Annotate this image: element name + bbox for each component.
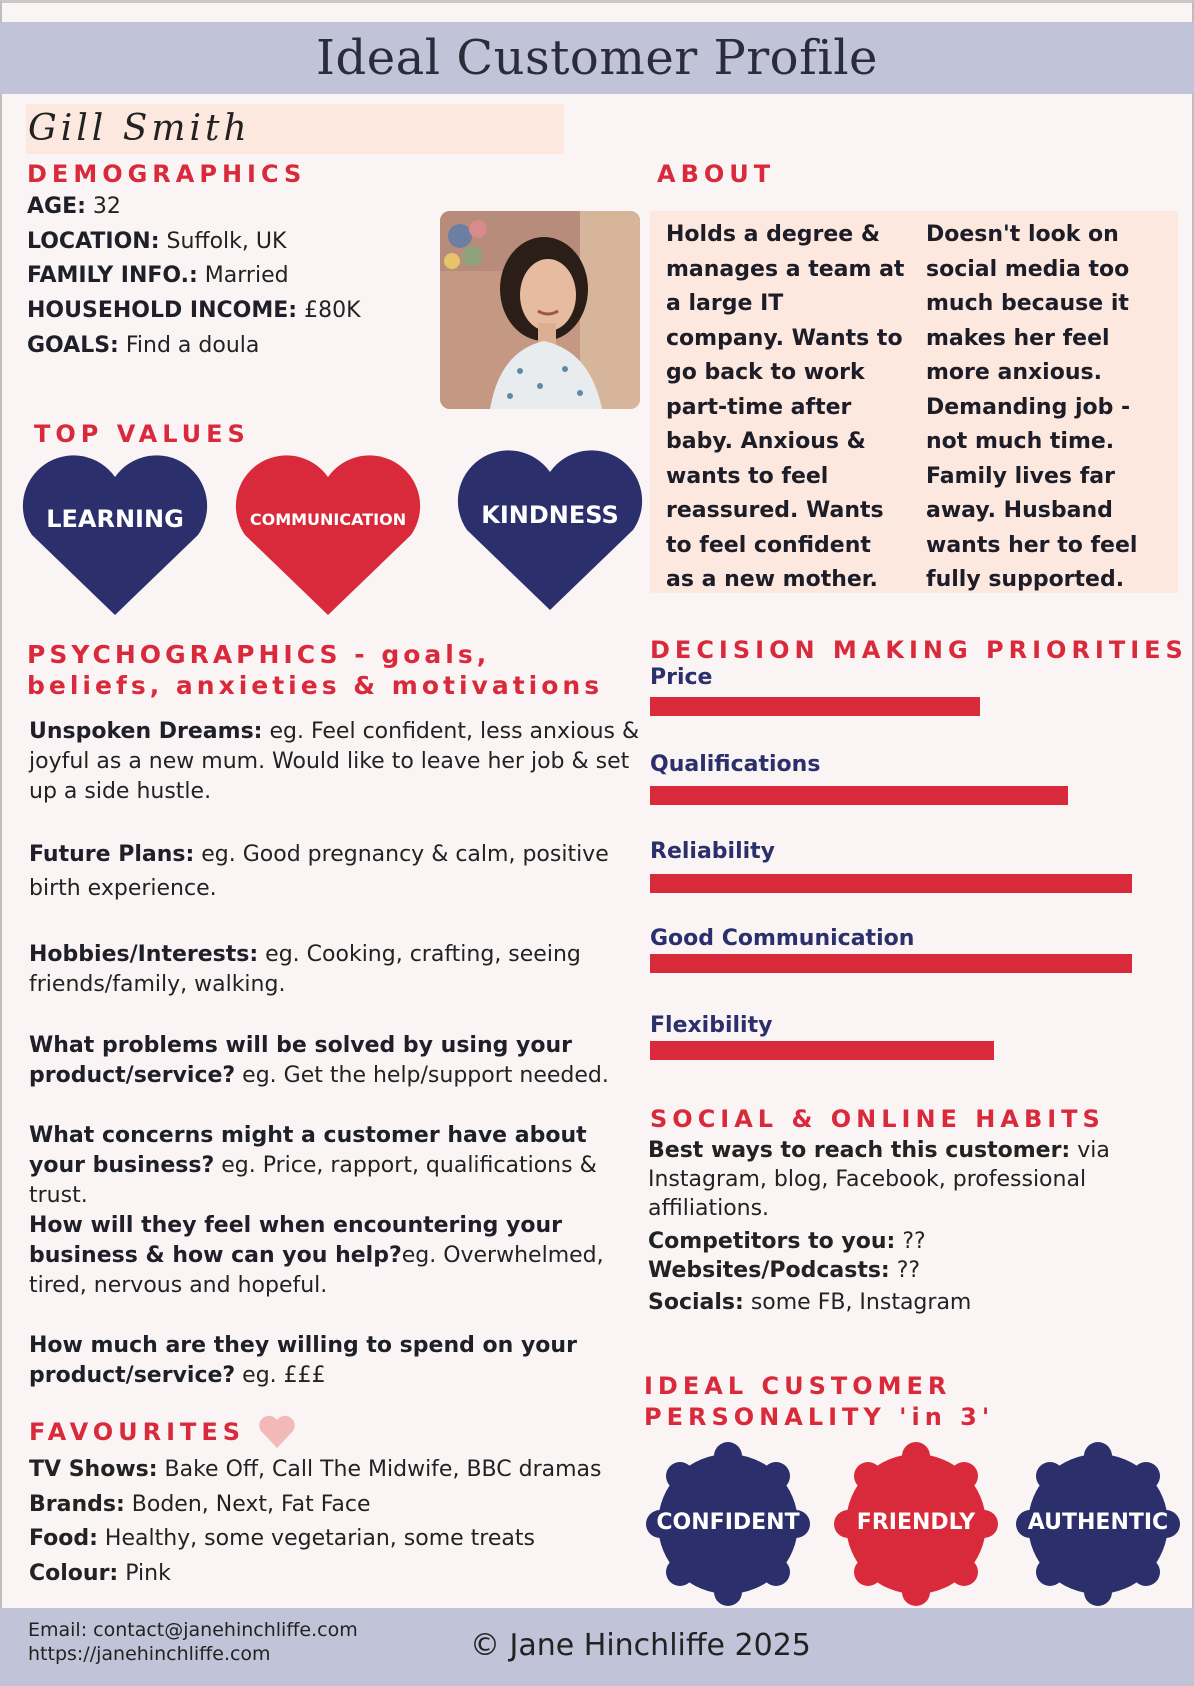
priority-bar — [650, 786, 1068, 805]
heart-learning — [22, 455, 208, 615]
persona-name: Gill Smith — [28, 108, 251, 149]
psy-spend: How much are they willing to spend on your product/service? eg. £££ — [29, 1333, 577, 1388]
persona-photo — [440, 211, 640, 409]
family-row: FAMILY INFO.: Married — [27, 263, 289, 288]
badge-label-friendly: FRIENDLY — [856, 1510, 976, 1535]
top-values-heading: TOP VALUES — [34, 420, 250, 448]
about-text-left: Holds a degree & manages a team at a large IT company. Wants to go back to work part-time after baby. Anxious & wants to feel reassured. Wants to feel confident as a new mother. — [666, 222, 905, 592]
favourites-heading: FAVOURITES — [29, 1418, 246, 1446]
footer-copyright: © Jane Hinchliffe 2025 — [470, 1628, 811, 1663]
psy-dreams: Unspoken Dreams: eg. Feel confident, less anxious & joyful as a new mum. Would like to leave her job & set up a side hustle. — [29, 719, 640, 804]
psy-concerns: What concerns might a customer have about your business? eg. Price, rapport, qualifications & trust. — [29, 1123, 597, 1208]
location-row: LOCATION: Suffolk, UK — [27, 229, 287, 254]
about-text-right: Doesn't look on social media too much because it makes her feel more anxious. Demanding job - not much time. Family lives far away. Husband wants her to feel fully supported. — [926, 222, 1138, 592]
priority-label: Flexibility — [650, 1013, 773, 1038]
fav-brands: Brands: Boden, Next, Fat Face — [29, 1492, 371, 1517]
badge-label-confident: CONFIDENT — [656, 1510, 800, 1535]
heart-label-communication: COMMUNICATION — [249, 510, 407, 529]
psychographics-heading-line1: PSYCHOGRAPHICS - goals, — [27, 640, 491, 669]
demographics-heading: DEMOGRAPHICS — [27, 160, 307, 188]
habit-websites: Websites/Podcasts: ?? — [648, 1258, 921, 1283]
heart-communication — [235, 455, 421, 615]
heart-label-learning: LEARNING — [46, 505, 184, 533]
income-row: HOUSEHOLD INCOME: £80K — [27, 298, 361, 323]
priority-label: Reliability — [650, 839, 776, 864]
priority-bar — [650, 874, 1132, 893]
heart-icon — [258, 1414, 296, 1448]
personality-heading-line1: IDEAL CUSTOMER — [644, 1372, 952, 1400]
heart-label-kindness: KINDNESS — [481, 501, 619, 529]
priority-bar — [650, 697, 980, 716]
heart-kindness — [457, 450, 643, 610]
psy-problems: What problems will be solved by using your product/service? eg. Get the help/support needed. — [29, 1033, 609, 1088]
badge-label-authentic: AUTHENTIC — [1027, 1510, 1169, 1535]
habit-socials: Socials: some FB, Instagram — [648, 1290, 972, 1315]
priorities-heading: DECISION MAKING PRIORITIES — [650, 636, 1188, 664]
habit-reach: Best ways to reach this customer: via Instagram, blog, Facebook, professional affiliations. — [648, 1138, 1110, 1221]
psy-feel: How will they feel when encountering your business & how can you help?eg. Overwhelmed, tired, nervous and hopeful. — [29, 1213, 604, 1298]
personality-heading-line2: PERSONALITY 'in 3' — [644, 1403, 995, 1431]
age-row: AGE: 32 — [27, 194, 121, 219]
priority-bar — [650, 1041, 994, 1060]
psychographics-heading-line2: beliefs, anxieties & motivations — [27, 671, 604, 700]
priority-label: Price — [650, 665, 713, 690]
footer-email[interactable]: Email: contact@janehinchliffe.com — [28, 1619, 358, 1641]
habits-heading: SOCIAL & ONLINE HABITS — [650, 1105, 1105, 1133]
fav-colour: Colour: Pink — [29, 1561, 171, 1586]
priority-bar — [650, 954, 1132, 973]
priority-label: Good Communication — [650, 926, 915, 951]
goals-row: GOALS: Find a doula — [27, 333, 260, 358]
fav-tv: TV Shows: Bake Off, Call The Midwife, BBC dramas — [29, 1457, 602, 1482]
psy-plans: Future Plans: eg. Good pregnancy & calm, positive birth experience. — [29, 842, 609, 901]
psy-hobbies: Hobbies/Interests: eg. Cooking, crafting, seeing friends/family, walking. — [29, 942, 581, 997]
fav-food: Food: Healthy, some vegetarian, some treats — [29, 1526, 535, 1551]
about-heading: ABOUT — [657, 160, 776, 188]
page-title: Ideal Customer Profile — [316, 30, 878, 86]
priority-label: Qualifications — [650, 752, 821, 777]
habit-competitors: Competitors to you: ?? — [648, 1229, 926, 1254]
footer-url[interactable]: https://janehinchliffe.com — [28, 1643, 271, 1665]
